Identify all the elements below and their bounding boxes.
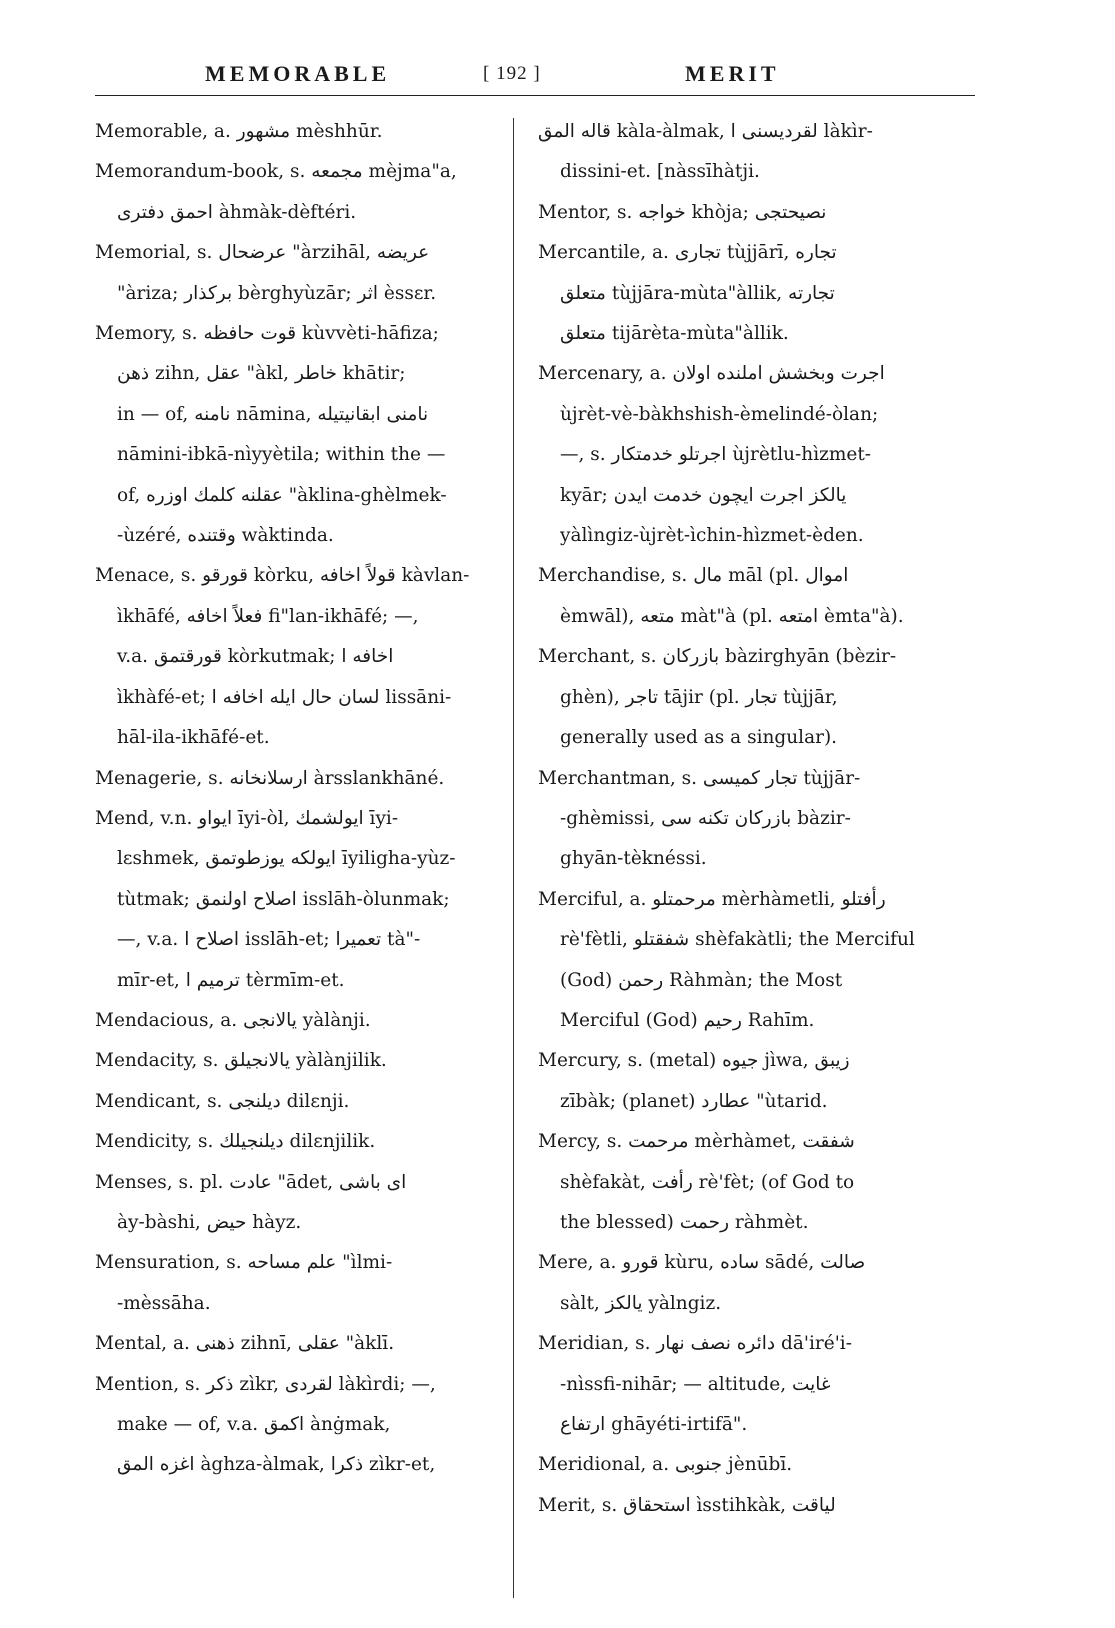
entry-headline: Merit, s. استحقاق ìsstihkàk, لیاقت — [538, 1494, 836, 1516]
entry-headline: Mercury, s. (metal) جیوه jìwa, زیبق — [538, 1050, 850, 1072]
entry-headline: Mendacity, s. یالانجیلق yàlànjilik. — [95, 1050, 387, 1072]
entry-headline: Merchantman, s. تجار کمیسی tùjjār- — [538, 767, 861, 789]
dictionary-entry — [538, 759, 978, 880]
dictionary-entry — [538, 354, 978, 556]
entry-continuation: of, عقلنه کلمك اوزره "àklina-ghèlmek- — [117, 484, 447, 506]
dictionary-entry — [95, 1082, 515, 1122]
entry-continuation: —, s. اجرتلو خدمتکار ùjrètlu-hìzmet- — [560, 444, 872, 466]
entry-continuation: ghyān-tèknéssi. — [560, 848, 707, 870]
page-number: [ 192 ] — [483, 63, 541, 84]
entry-continuation: اغزه المق àghza-àlmak, ذکرا zìkr-et, — [117, 1454, 436, 1476]
dictionary-entry — [95, 1001, 515, 1041]
entry-continuation: -mèssāha. — [117, 1292, 211, 1314]
entry-continuation: متعلق tijārèta-mùta"àllik. — [560, 323, 789, 345]
dictionary-entry — [95, 152, 515, 233]
left-column — [95, 112, 515, 1592]
entry-continuation: v.a. قورقتمق kòrkutmak; اخافه ا — [117, 646, 394, 668]
entry-headline: Memorable, a. مشهور mèshhūr. — [95, 121, 383, 142]
entry-continuation: rè'fètli, شفقتلو shèfakàtli; the Merciful — [560, 929, 915, 951]
entry-continuation: -ùzéré, وقتنده wàktinda. — [117, 525, 334, 547]
entry-headline: Merciful, a. مرحمتلو mèrhàmetli, رأفتلو — [538, 888, 886, 910]
entry-continuation: kyār; یالکز اجرت ایچون خدمت ایدن — [560, 484, 847, 506]
entry-continuation: ìkhàfé-et; لسان حال ایله اخافه ا lissāni- — [117, 686, 452, 708]
entry-continuation: dissini-et. [nàssīhàtji. — [560, 161, 760, 183]
dictionary-entry — [95, 1163, 515, 1244]
dictionary-entry — [538, 637, 978, 758]
entry-headline: Menagerie, s. ارسلانخانه àrsslankhāné. — [95, 767, 445, 789]
entry-continuation: متعلق tùjjāra-mùta"àllik, تجارته — [560, 282, 835, 304]
entry-continuation: sàlt, یالکز yàlngiz. — [560, 1292, 722, 1314]
entry-continuation: ày-bàshi, حیض hàyz. — [117, 1211, 302, 1233]
page-header — [95, 55, 975, 96]
dictionary-entry — [95, 314, 515, 556]
header-left-word: MEMORABLE — [205, 61, 391, 86]
dictionary-entry — [95, 1365, 515, 1486]
entry-continuation: —, v.a. اصلاح ا isslāh-et; تعمیرا tà"- — [117, 929, 421, 951]
entry-continuation: (God) رحمن Ràhmàn; the Most — [560, 969, 843, 991]
entry-headline: Merchandise, s. مال māl (pl. اموال — [538, 565, 849, 587]
right-column — [538, 112, 978, 1592]
entry-continuation: ìkhāfé, فعلاً اخافه fi"lan-ikhāfé; —, — [117, 605, 419, 627]
dictionary-entry — [538, 1122, 978, 1243]
entry-headline: Mental, a. ذهنی zihnī, عقلی "àklī. — [95, 1333, 395, 1355]
entry-continuation: the blessed) رحمت ràhmèt. — [560, 1211, 809, 1233]
entry-continuation: in — of, نامنه nāmina, نامنی ابقانیتیله — [117, 403, 429, 425]
entry-headline: Menace, s. قورقو kòrku, قولاً اخافه kàvlan- — [95, 565, 470, 587]
entry-headline: Mercantile, a. تجاری tùjjārī, تجاره — [538, 242, 837, 264]
entry-continuation: ùjrèt-vè-bàkhshish-èmelindé-òlan; — [560, 403, 879, 425]
dictionary-entry — [95, 112, 515, 152]
entry-continuation: èmwāl), متعه màt"à (pl. امتعه èmta"à). — [560, 605, 904, 627]
dictionary-entry — [538, 112, 978, 193]
entry-continuation: hāl-ila-ikhāfé-et. — [117, 727, 270, 749]
entry-headline: Mend, v.n. ایواو īyi-òl, ایولشمك īyi- — [95, 807, 399, 829]
entry-continuation: lɛshmek, ایولکه یوزطوتمق īyiligha-yùz- — [117, 848, 456, 870]
entry-continuation: shèfakàt, رأفت rè'fèt; (of God to — [560, 1171, 855, 1193]
entry-headline: Mercy, s. مرحمت mèrhàmet, شفقت — [538, 1131, 855, 1153]
entry-continuation: احمق دفتری àhmàk-dèftéri. — [117, 201, 357, 223]
entry-continuation: ارتفاع ghāyéti-irtifā". — [560, 1414, 748, 1435]
entry-headline: قاله المق kàla-àlmak, لقردیسنی ا làkìr- — [538, 121, 873, 142]
dictionary-entry — [538, 1324, 978, 1445]
entry-headline: Meridian, s. دائره نصف نهار dā'iré'i- — [538, 1333, 852, 1355]
entry-headline: Meridional, a. جنوبی jènūbī. — [538, 1454, 793, 1476]
dictionary-entry — [538, 1041, 978, 1122]
entry-continuation: make — of, v.a. اکمق ànġmak, — [117, 1414, 391, 1435]
dictionary-entry — [95, 1122, 515, 1162]
entry-continuation: yàlìngiz-ùjrèt-ìchin-hìzmet-èden. — [560, 525, 864, 547]
entry-headline: Mendicant, s. دیلنجی dilɛnji. — [95, 1090, 350, 1112]
entry-headline: Memorandum-book, s. مجمعه mèjma"a, — [95, 161, 457, 183]
entry-headline: Mensuration, s. علم مساحه "ìlmi- — [95, 1252, 393, 1274]
entry-continuation: "àriza; برکذار bèrghyùzār; اثر èssɛr. — [117, 282, 437, 304]
dictionary-entry — [95, 1243, 515, 1324]
entry-continuation: ghèn), تاجر tājir (pl. تجار tùjjār, — [560, 686, 838, 708]
entry-headline: Mere, a. قورو kùru, ساده sādé, صالت — [538, 1252, 866, 1274]
entry-continuation: nāmini-ibkā-nìyyètila; within the — — [117, 444, 446, 466]
entry-continuation: zībàk; (planet) عطارد "ùtarid. — [560, 1090, 828, 1112]
entry-headline: Memory, s. قوت حافظه kùvvèti-hāfiza; — [95, 323, 439, 345]
header-right-word: MERIT — [685, 61, 780, 86]
entry-headline: Mention, s. ذکر zìkr, لقردی làkìrdi; —, — [95, 1373, 436, 1395]
dictionary-entry — [95, 799, 515, 1001]
entry-headline: Menses, s. pl. عادت "ādet, ای باشی — [95, 1171, 407, 1193]
dictionary-entry — [95, 556, 515, 758]
dictionary-entry — [538, 556, 978, 637]
dictionary-entry — [538, 880, 978, 1042]
dictionary-entry — [95, 1041, 515, 1081]
entry-headline: Memorial, s. عرضحال "àrzihāl, عریضه — [95, 242, 430, 264]
entry-headline: Mendacious, a. یالانجی yàlànji. — [95, 1009, 371, 1031]
dictionary-entry — [538, 1445, 978, 1485]
dictionary-entry — [538, 1486, 978, 1526]
entry-continuation: Merciful (God) رحیم Rahīm. — [560, 1009, 815, 1031]
entry-continuation: ذهن zihn, عقل "àkl, خاطر khātir; — [117, 363, 406, 385]
entry-headline: Mendicity, s. دیلنجیلك dilɛnjilik. — [95, 1131, 376, 1153]
dictionary-entry — [95, 233, 515, 314]
entry-continuation: -ghèmissi, بازرکان تکنه سی bàzir- — [560, 807, 851, 829]
dictionary-entry — [538, 233, 978, 354]
entry-headline: Mercenary, a. اجرت وبخشش املنده اولان — [538, 363, 885, 385]
entry-continuation: tùtmak; اصلاح اولنمق isslāh-òlunmak; — [117, 888, 450, 910]
dictionary-entry — [95, 759, 515, 799]
entry-headline: Merchant, s. بازرکان bàzirghyān (bèzir- — [538, 646, 897, 668]
dictionary-entry — [95, 1324, 515, 1364]
dictionary-entry — [538, 193, 978, 233]
entry-continuation: -nìssfi-nihār; — altitude, غایت — [560, 1373, 831, 1395]
entry-continuation: generally used as a singular). — [560, 727, 838, 749]
entry-headline: Mentor, s. خواجه khòja; نصیحتجی — [538, 201, 827, 223]
dictionary-entry — [538, 1243, 978, 1324]
entry-continuation: mīr-et, ترمیم ا tèrmīm-et. — [117, 969, 345, 991]
